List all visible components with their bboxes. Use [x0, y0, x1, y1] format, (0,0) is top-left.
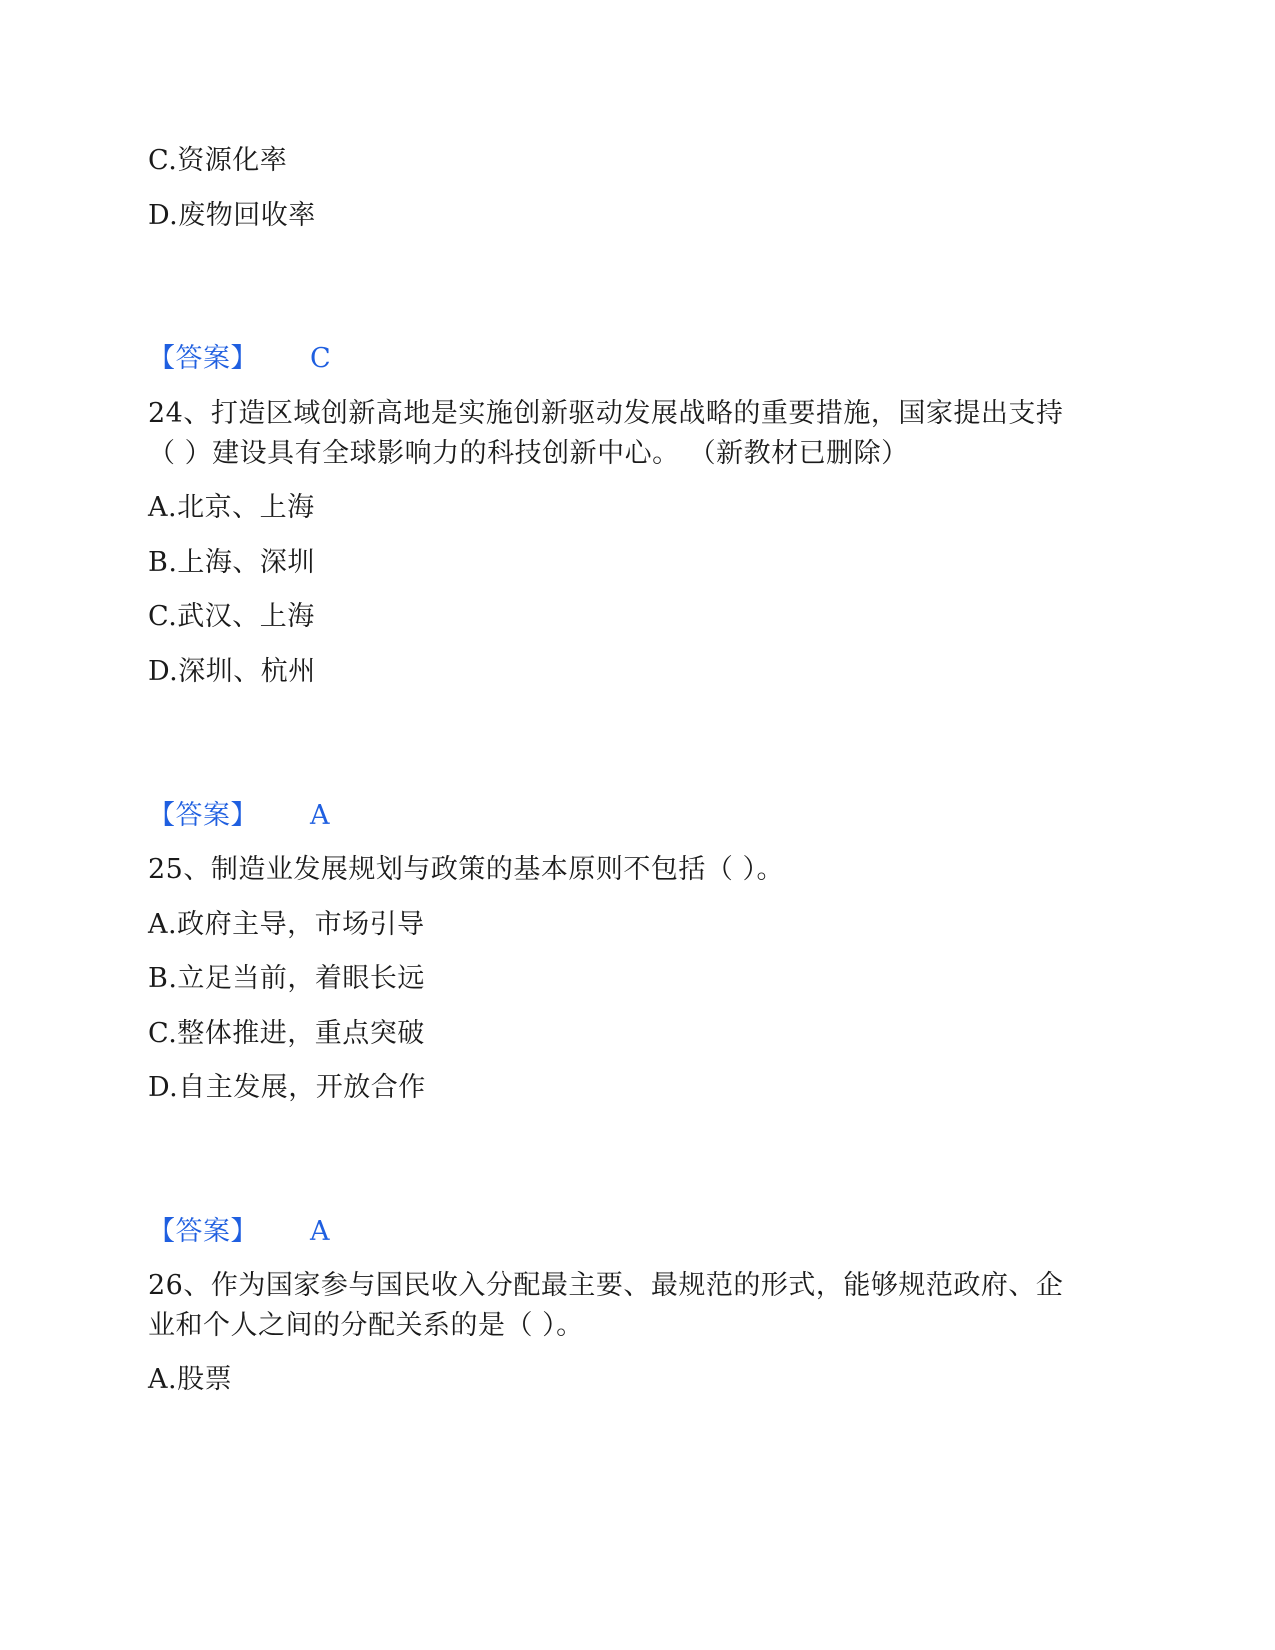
q24-option-a[interactable]: A.北京、上海: [148, 492, 315, 523]
q24-option-b[interactable]: B.上海、深圳: [148, 547, 315, 578]
q24-stem-line1: 24、打造区域创新高地是实施创新驱动发展战略的重要措施，国家提出支持: [148, 398, 1064, 429]
answer-value: A: [310, 800, 330, 831]
q26-stem-line1: 26、作为国家参与国民收入分配最主要、最规范的形式，能够规范政府、企: [148, 1270, 1064, 1301]
q25-stem: 25、制造业发展规划与政策的基本原则不包括（ ）。: [148, 854, 784, 885]
answer-23: [148, 341, 331, 377]
q24-option-c[interactable]: C.武汉、上海: [148, 601, 315, 632]
q25-option-c[interactable]: C.整体推进，重点突破: [148, 1018, 425, 1049]
q25-option-d[interactable]: D.自主发展，开放合作: [148, 1072, 426, 1103]
q25-option-b[interactable]: B.立足当前，着眼长远: [148, 963, 425, 994]
q23-option-c[interactable]: C.资源化率: [148, 145, 288, 176]
q26-option-a[interactable]: A.股票: [148, 1364, 233, 1395]
q25-option-a[interactable]: A.政府主导，市场引导: [148, 909, 425, 940]
q23-option-d[interactable]: D.废物回收率: [148, 200, 316, 231]
q24-option-d[interactable]: D.深圳、杭州: [148, 656, 316, 687]
answer-value: C: [310, 343, 331, 374]
q26-stem-line2: 业和个人之间的分配关系的是（ ）。: [148, 1310, 584, 1341]
answer-25: [148, 1214, 330, 1250]
answer-label: 【答案】: [148, 1216, 258, 1247]
q24-stem-line2: （ ）建设具有全球影响力的科技创新中心。 （新教材已删除）: [148, 438, 909, 469]
answer-label: 【答案】: [148, 800, 258, 831]
answer-label: 【答案】: [148, 343, 258, 374]
answer-value: A: [310, 1216, 330, 1247]
answer-24: [148, 798, 330, 834]
